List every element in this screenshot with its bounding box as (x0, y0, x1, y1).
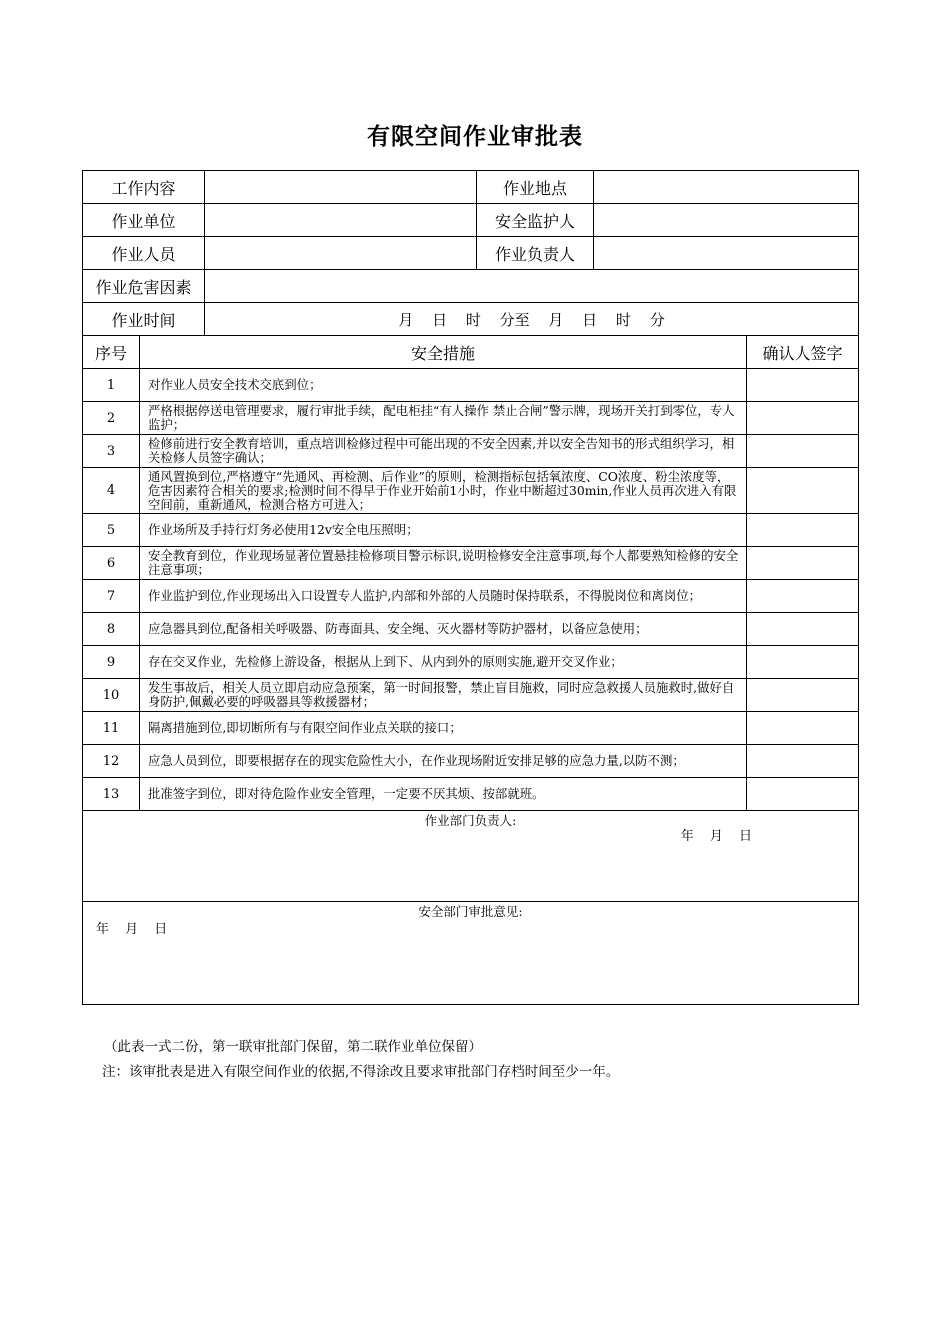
measure-text: 应急器具到位,配备相关呼吸器、防毒面具、安全绳、灭火器材等防护器材，以备应急使用； (140, 613, 747, 646)
row-number: 7 (83, 580, 140, 613)
measure-text: 通风置换到位,严格遵守“先通风、再检测、后作业”的原则，检测指标包括氧浓度、CO浓度、粉尘浓度等，危害因素符合相关的要求;检测时间不得早于作业开始前1小时，作业中断超过30min,作业人员再次进入有限空间前，重新通风，检测合格方可进入； (140, 468, 747, 514)
table-row (83, 547, 859, 580)
row-workers (83, 237, 859, 270)
confirm-signature-field[interactable] (747, 679, 859, 712)
safety-date: 年 月 日 (96, 922, 168, 937)
confirm-signature-field[interactable] (747, 580, 859, 613)
workers-field[interactable] (205, 237, 477, 270)
confirm-signature-field[interactable] (747, 468, 859, 514)
row-number: 9 (83, 646, 140, 679)
footnote: 注：该审批表是进入有限空间作业的依据,不得涂改且要求审批部门存档时间至少一年。 (102, 1064, 620, 1080)
row-number: 3 (83, 435, 140, 468)
confirm-signature-field[interactable] (747, 745, 859, 778)
row-work-unit (83, 204, 859, 237)
table-row (83, 778, 859, 811)
measure-text: 作业监护到位,作业现场出入口设置专人监护,内部和外部的人员随时保持联系，不得脱岗位和离岗位； (140, 580, 747, 613)
dept-approval-row (83, 811, 859, 902)
measure-text: 严格根据停送电管理要求，履行审批手续，配电柜挂“有人操作 禁止合闸”警示牌，现场开关打到零位，专人监护； (140, 402, 747, 435)
table-row (83, 435, 859, 468)
confirm-signature-field[interactable] (747, 435, 859, 468)
measure-header: 安全措施 (140, 336, 747, 369)
work-unit-field[interactable] (205, 204, 477, 237)
table-row (83, 712, 859, 745)
measures-header-row (83, 336, 859, 369)
table-row (83, 646, 859, 679)
confirm-header: 确认人签字 (747, 336, 859, 369)
work-leader-label: 作业负责人 (477, 237, 594, 270)
row-number: 1 (83, 369, 140, 402)
confirm-signature-field[interactable] (747, 778, 859, 811)
hazard-factors-label: 作业危害因素 (83, 270, 205, 303)
confirm-signature-field[interactable] (747, 369, 859, 402)
dept-leader-label: 作业部门负责人: (424, 813, 517, 828)
work-content-label: 工作内容 (83, 171, 205, 204)
row-number: 10 (83, 679, 140, 712)
measure-text: 安全教育到位，作业现场显著位置悬挂检修项目警示标识,说明检修安全注意事项,每个人都要熟知检修的安全注意事项； (140, 547, 747, 580)
work-leader-field[interactable] (594, 237, 859, 270)
table-row (83, 580, 859, 613)
workers-label: 作业人员 (83, 237, 205, 270)
seq-header: 序号 (83, 336, 140, 369)
measure-text: 对作业人员安全技术交底到位； (140, 369, 747, 402)
safety-approval-field[interactable] (83, 902, 859, 1005)
confirm-signature-field[interactable] (747, 547, 859, 580)
table-row (83, 679, 859, 712)
measure-text: 应急人员到位，即要根据存在的现实危险性大小，在作业现场附近安排足够的应急力量,以防不测； (140, 745, 747, 778)
copies-note: （此表一式二份，第一联审批部门保留，第二联作业单位保留） (104, 1039, 482, 1055)
row-work-content (83, 171, 859, 204)
work-content-field[interactable] (205, 171, 477, 204)
approval-form-table (82, 170, 859, 1005)
table-row (83, 402, 859, 435)
table-row (83, 745, 859, 778)
row-number: 12 (83, 745, 140, 778)
row-number: 5 (83, 514, 140, 547)
measure-text: 检修前进行安全教育培训，重点培训检修过程中可能出现的不安全因素,并以安全告知书的形式组织学习，相关检修人员签字确认； (140, 435, 747, 468)
row-number: 11 (83, 712, 140, 745)
work-time-label: 作业时间 (83, 303, 205, 336)
work-location-label: 作业地点 (477, 171, 594, 204)
dept-approval-field[interactable] (83, 811, 859, 902)
confirm-signature-field[interactable] (747, 514, 859, 547)
measure-text: 批准签字到位，即对待危险作业安全管理，一定要不厌其烦、按部就班。 (140, 778, 747, 811)
work-location-field[interactable] (594, 171, 859, 204)
measure-text: 隔离措施到位,即切断所有与有限空间作业点关联的接口； (140, 712, 747, 745)
safety-supervisor-label: 安全监护人 (477, 204, 594, 237)
row-number: 6 (83, 547, 140, 580)
confirm-signature-field[interactable] (747, 712, 859, 745)
confirm-signature-field[interactable] (747, 646, 859, 679)
row-number: 2 (83, 402, 140, 435)
measure-text: 发生事故后，相关人员立即启动应急预案，第一时间报警，禁止盲目施救，同时应急救援人员施救时,做好自身防护,佩戴必要的呼吸器具等救援器材； (140, 679, 747, 712)
work-unit-label: 作业单位 (83, 204, 205, 237)
hazard-factors-field[interactable] (205, 270, 859, 303)
work-time-field[interactable]: 月 日 时 分至 月 日 时 分 (205, 303, 859, 336)
form-title: 有限空间作业审批表 (367, 124, 583, 150)
row-number: 8 (83, 613, 140, 646)
table-row (83, 369, 859, 402)
table-row (83, 514, 859, 547)
safety-approval-row (83, 902, 859, 1005)
dept-date: 年 月 日 (680, 829, 753, 844)
confirm-signature-field[interactable] (747, 402, 859, 435)
confirm-signature-field[interactable] (747, 613, 859, 646)
row-work-time (83, 303, 859, 336)
table-row (83, 468, 859, 514)
measure-text: 存在交叉作业，先检修上游设备，根据从上到下、从内到外的原则实施,避开交叉作业； (140, 646, 747, 679)
row-hazard (83, 270, 859, 303)
table-row (83, 613, 859, 646)
safety-dept-label: 安全部门审批意见: (418, 904, 523, 919)
safety-supervisor-field[interactable] (594, 204, 859, 237)
row-number: 13 (83, 778, 140, 811)
measure-text: 作业场所及手持行灯务必使用12v安全电压照明； (140, 514, 747, 547)
row-number: 4 (83, 468, 140, 514)
